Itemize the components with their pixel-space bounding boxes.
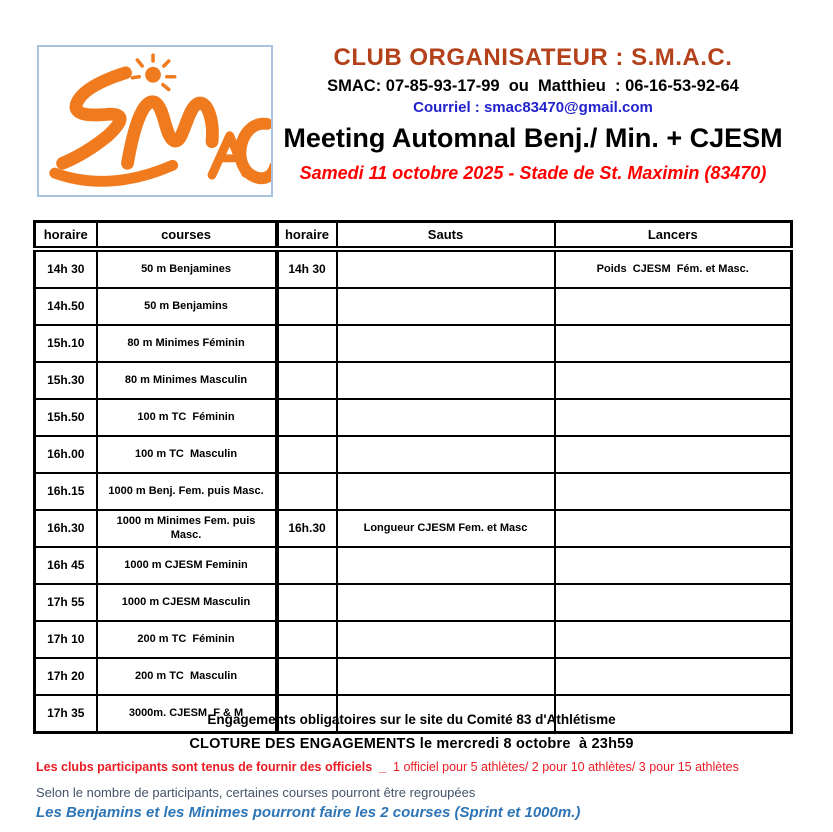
lancer-cell: [555, 547, 792, 584]
engagement-note: Engagements obligatoires sur le site du Comité 83 d'Athlétisme: [207, 712, 616, 727]
time-cell: 16h.15: [35, 473, 97, 510]
table-row: [35, 362, 792, 399]
time-cell: 14h.50: [35, 288, 97, 325]
lancer-cell: [555, 288, 792, 325]
smac-letters: [55, 73, 271, 181]
course-cell: 80 m Minimes Féminin: [97, 325, 277, 362]
time-cell: 17h 20: [35, 658, 97, 695]
time-cell-2: 14h 30: [277, 249, 337, 288]
time-cell-2: [277, 288, 337, 325]
lancer-cell: [555, 473, 792, 510]
meeting-title: Meeting Automnal Benj./ Min. + CJESM: [283, 123, 783, 153]
time-cell: 15h.50: [35, 399, 97, 436]
saut-cell: [337, 436, 555, 473]
saut-cell: [337, 621, 555, 658]
table-row: [35, 510, 792, 547]
course-cell: 80 m Minimes Masculin: [97, 362, 277, 399]
time-cell: 15h.30: [35, 362, 97, 399]
closing-deadline-note: CLOTURE DES ENGAGEMENTS le mercredi 8 octobre à 23h59: [189, 736, 634, 752]
schedule-table: [33, 220, 793, 734]
course-cell: 1000 m CJESM Feminin: [97, 547, 277, 584]
officials-note-bold: Les clubs participants sont tenus de fournir des officiels: [36, 760, 373, 774]
officials-note-separator: _: [372, 760, 394, 774]
time-cell: 17h 10: [35, 621, 97, 658]
course-cell: 200 m TC Masculin: [97, 658, 277, 695]
col-header-lancers: Lancers: [555, 222, 792, 250]
table-row: [35, 288, 792, 325]
table-row: [35, 658, 792, 695]
email-line: Courriel : smac83470@gmail.com: [413, 99, 653, 116]
course-cell: 1000 m Minimes Fem. puis Masc.: [97, 510, 277, 547]
col-header-horaire-1: horaire: [35, 222, 97, 250]
time-cell-2: [277, 473, 337, 510]
saut-cell: [337, 547, 555, 584]
lancer-cell: [555, 584, 792, 621]
sun-icon: [132, 55, 174, 89]
time-cell-2: [277, 325, 337, 362]
table-row: [35, 547, 792, 584]
time-cell-2: [277, 621, 337, 658]
lancer-cell: Poids CJESM Fém. et Masc.: [555, 249, 792, 288]
time-cell-2: [277, 584, 337, 621]
phone-line: SMAC: 07-85-93-17-99 ou Matthieu : 06-16-53-92-64: [327, 77, 739, 95]
club-logo-box: [37, 45, 273, 197]
course-cell: 1000 m CJESM Masculin: [97, 584, 277, 621]
time-cell-2: [277, 399, 337, 436]
saut-cell: [337, 584, 555, 621]
lancer-cell: [555, 325, 792, 362]
event-date-line: Samedi 11 octobre 2025 - Stade de St. Maximin (83470): [299, 163, 767, 183]
saut-cell: [337, 399, 555, 436]
time-cell: 15h.10: [35, 325, 97, 362]
saut-cell: [337, 658, 555, 695]
time-cell: 16h 45: [35, 547, 97, 584]
time-cell-2: [277, 658, 337, 695]
time-cell: 17h 35: [35, 695, 97, 733]
time-cell: 16h.00: [35, 436, 97, 473]
officials-note-detail: 1 officiel pour 5 athlètes/ 2 pour 10 athlètes/ 3 pour 15 athlètes: [393, 760, 739, 774]
footer-notes: [33, 704, 790, 821]
saut-cell: [337, 473, 555, 510]
header-row: [35, 222, 792, 250]
time-cell-2: [277, 547, 337, 584]
saut-cell: [337, 325, 555, 362]
club-organizer-line: CLUB ORGANISATEUR : S.M.A.C.: [333, 44, 733, 71]
col-header-courses: courses: [97, 222, 277, 250]
header-block: [275, 44, 791, 184]
table-row: [35, 473, 792, 510]
course-cell: 100 m TC Féminin: [97, 399, 277, 436]
lancer-cell: [555, 621, 792, 658]
saut-cell: [337, 288, 555, 325]
lancer-cell: [555, 658, 792, 695]
time-cell: 17h 55: [35, 584, 97, 621]
double-race-note: Les Benjamins et les Minimes pourront faire les 2 courses (Sprint et 1000m.): [36, 804, 581, 821]
course-cell: 100 m TC Masculin: [97, 436, 277, 473]
saut-cell: Longueur CJESM Fem. et Masc: [337, 510, 555, 547]
course-cell: 3000m. CJESM F & M: [97, 695, 277, 733]
lancer-cell: [555, 510, 792, 547]
saut-cell: [337, 249, 555, 288]
smac-logo: [39, 47, 271, 195]
col-header-horaire-2: horaire: [277, 222, 337, 250]
table-row: [35, 325, 792, 362]
officials-note: [33, 760, 790, 774]
time-cell: 16h.30: [35, 510, 97, 547]
table-row: [35, 249, 792, 288]
table-row: [35, 621, 792, 658]
lancer-cell: [555, 362, 792, 399]
course-cell: 1000 m Benj. Fem. puis Masc.: [97, 473, 277, 510]
saut-cell: [337, 362, 555, 399]
course-cell: 50 m Benjamines: [97, 249, 277, 288]
time-cell-2: [277, 362, 337, 399]
table-row: [35, 584, 792, 621]
col-header-sauts: Sauts: [337, 222, 555, 250]
grouping-note: Selon le nombre de participants, certaines courses pourront être regroupées: [36, 785, 476, 800]
table-row: [35, 399, 792, 436]
time-cell-2: 16h.30: [277, 510, 337, 547]
time-cell: 14h 30: [35, 249, 97, 288]
lancer-cell: [555, 436, 792, 473]
time-cell-2: [277, 436, 337, 473]
course-cell: 50 m Benjamins: [97, 288, 277, 325]
lancer-cell: [555, 399, 792, 436]
table-row: [35, 436, 792, 473]
course-cell: 200 m TC Féminin: [97, 621, 277, 658]
